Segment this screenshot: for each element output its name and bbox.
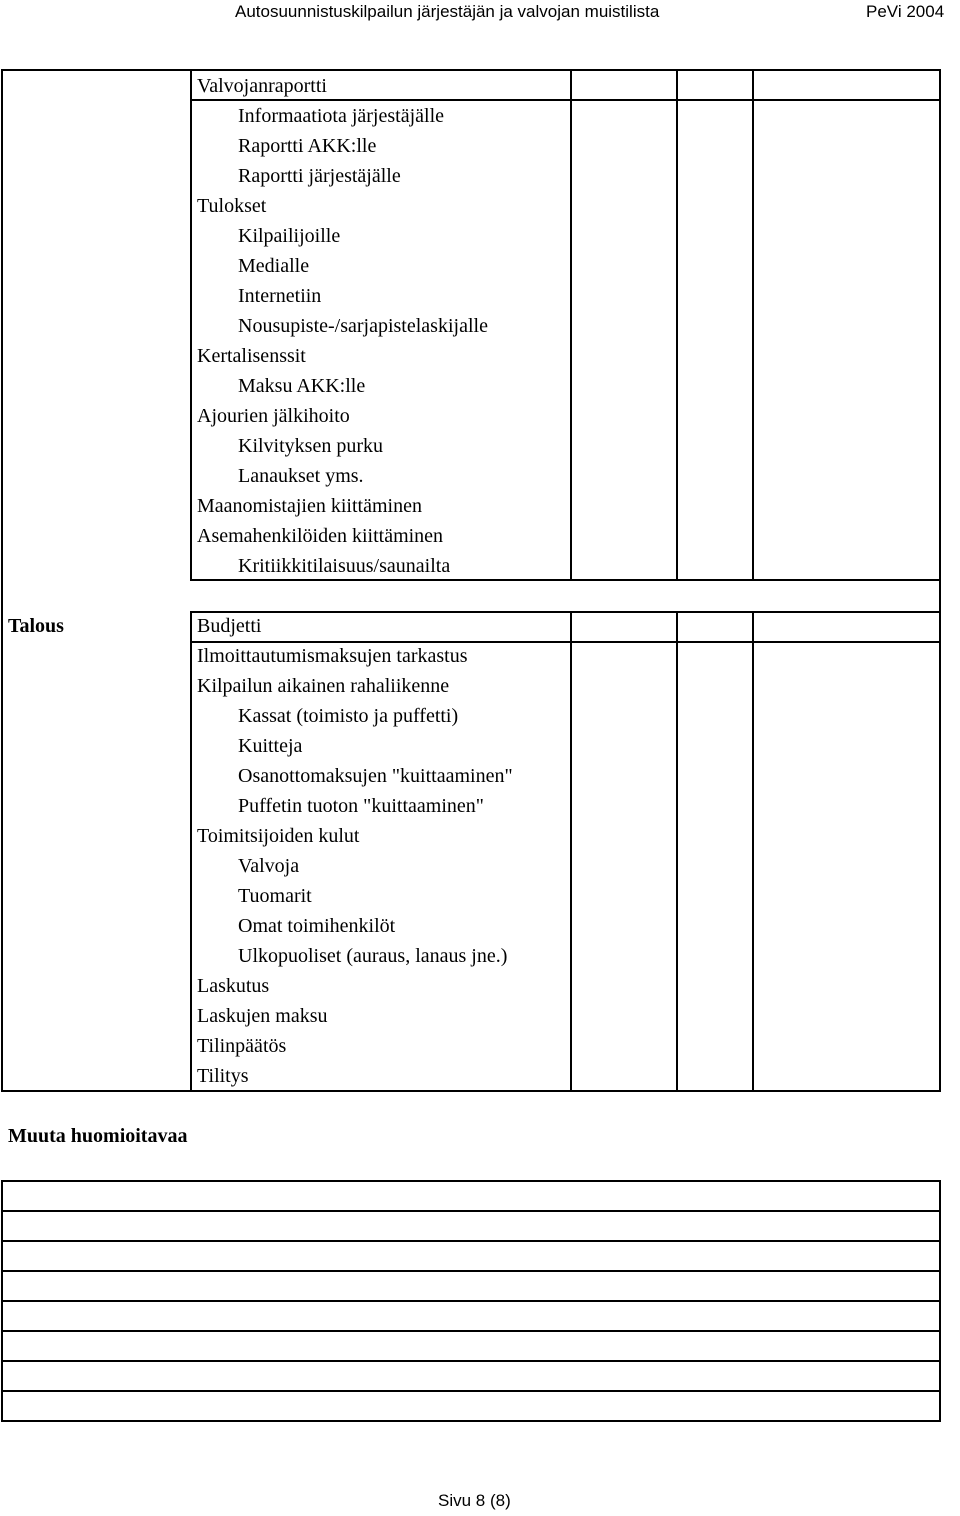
block-divider	[190, 611, 941, 613]
checklist-item: Kilvityksen purku	[238, 435, 383, 457]
check-column-border-2	[676, 611, 678, 1092]
checklist-item: Budjetti	[197, 615, 262, 637]
checklist-item: Lanaukset yms.	[238, 465, 364, 487]
checklist-item: Informaatiota järjestäjälle	[238, 105, 445, 127]
notes-row-line	[1, 1390, 941, 1392]
checklist-item: Osanottomaksujen "kuittaaminen"	[238, 765, 513, 787]
page-number: Sivu 8 (8)	[438, 1491, 511, 1510]
checklist-item: Internetiin	[238, 285, 322, 307]
checklist-item: Kritiikkitilaisuus/saunailta	[238, 555, 451, 577]
checklist-item: Laskutus	[197, 975, 270, 997]
checklist-item: Asemahenkilöiden kiittäminen	[197, 525, 444, 547]
notes-row-line	[1, 1270, 941, 1272]
checklist-item: Maanomistajien kiittäminen	[197, 495, 422, 517]
checklist-item: Tuomarit	[238, 885, 312, 907]
checklist-item: Ulkopuoliset (auraus, lanaus jne.)	[238, 945, 508, 967]
check-column-border-3	[752, 611, 754, 1092]
notes-row-line	[1, 1210, 941, 1212]
check-column-border-1	[570, 69, 572, 581]
checklist-item: Nousupiste-/sarjapistelaskijalle	[238, 315, 488, 337]
checklist-item: Toimitsijoiden kulut	[197, 825, 360, 847]
checklist-item: Ilmoittautumismaksujen tarkastus	[197, 645, 468, 667]
checklist-item: Tilinpäätös	[197, 1035, 287, 1057]
checklist-item: Raportti järjestäjälle	[238, 165, 401, 187]
checklist-item: Tilitys	[197, 1065, 249, 1087]
section-label-talous: Talous	[8, 615, 64, 637]
check-column-border-3	[752, 69, 754, 581]
checklist-item: Kertalisenssit	[197, 345, 306, 367]
notes-row-line	[1, 1360, 941, 1362]
check-column-border-2	[676, 69, 678, 581]
checklist-item: Kuitteja	[238, 735, 303, 757]
checklist-item: Maksu AKK:lle	[238, 375, 366, 397]
notes-row-line	[1, 1300, 941, 1302]
checklist-item: Omat toimihenkilöt	[238, 915, 396, 937]
item-column-border	[190, 69, 192, 581]
checklist-item: Laskujen maksu	[197, 1005, 328, 1027]
checklist-item: Ajourien jälkihoito	[197, 405, 350, 427]
checklist-item: Raportti AKK:lle	[238, 135, 377, 157]
checklist-item: Valvojanraportti	[197, 75, 327, 97]
checklist-item: Kilpailun aikainen rahaliikenne	[197, 675, 450, 697]
checklist-item: Puffetin tuoton "kuittaaminen"	[238, 795, 484, 817]
checklist-item: Medialle	[238, 255, 310, 277]
notes-row-line	[1, 1330, 941, 1332]
check-column-border-1	[570, 611, 572, 1092]
item-column-border	[190, 611, 192, 1092]
document-title: Autosuunnistuskilpailun järjestäjän ja valvojan muistilista	[235, 2, 660, 21]
checklist-item: Kassat (toimisto ja puffetti)	[238, 705, 459, 727]
document-code: PeVi 2004	[866, 2, 945, 21]
notes-row-line	[1, 1240, 941, 1242]
checklist-item: Tulokset	[197, 195, 267, 217]
checklist-item: Kilpailijoille	[238, 225, 341, 247]
section-label-muuta-huomioitavaa: Muuta huomioitavaa	[8, 1125, 188, 1147]
checklist-item: Valvoja	[238, 855, 300, 877]
